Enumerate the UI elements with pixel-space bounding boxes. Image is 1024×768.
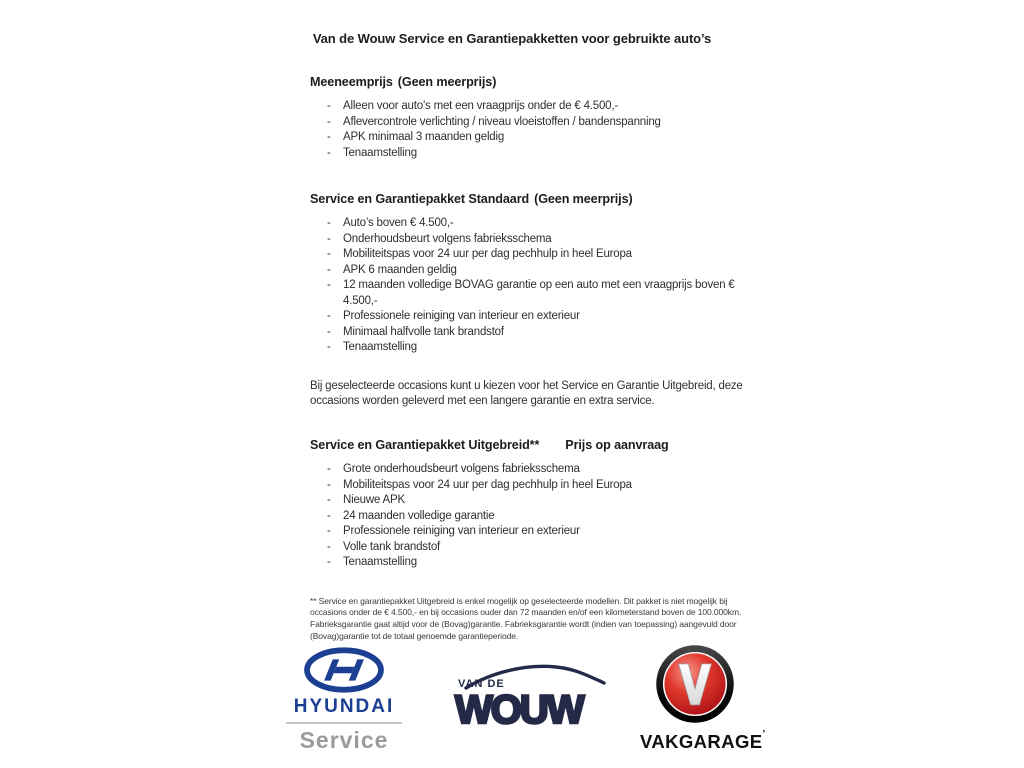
section-meeneemprijs [310,74,756,161]
list-item: - Minimaal halfvolle tank brandstof [310,325,756,341]
list-item: - Tenaamstelling [310,146,756,162]
vakgarage-label [640,729,766,753]
feature-list [310,99,756,161]
vakgarage-logo [640,644,766,753]
price-note: (Geen meerprijs) [534,192,633,206]
list-item: - Volle tank brandstof [310,540,756,556]
vakgarage-trademark-tick: ’ [762,729,766,740]
feature-list [310,462,756,571]
feature-list [310,216,756,356]
vakgarage-badge-icon [654,644,736,724]
van-de-wouw-icon [452,660,608,730]
vakgarage-label-text: VAKGARAGE [640,731,763,752]
list-item: - Mobiliteitspas voor 24 uur per dag pechhulp in heel Europa [310,478,756,494]
hyundai-brand-text: HYUNDAI [293,696,395,717]
hyundai-service-text: Service [299,727,389,753]
list-item: - Professionele reiniging van interieur en exterieur [310,524,756,540]
section-heading-text: Service en Garantiepakket Uitgebreid** [310,438,540,453]
list-item: - Alleen voor auto’s met een vraagprijs onder de € 4.500,- [310,99,756,115]
list-item: - Onderhoudsbeurt volgens fabrieksschema [310,232,756,248]
van-de-wouw-logo [452,660,608,735]
list-item: - Nieuwe APK [310,493,756,509]
list-item: - Grote onderhoudsbeurt volgens fabrieksschema [310,462,756,478]
section-heading-text: Service en Garantiepakket Standaard [310,192,530,206]
wouw-main-text: WOUW [455,688,583,730]
wouw-top-text: VAN DE [458,678,505,690]
section-heading [310,74,756,90]
list-item: - Tenaamstelling [310,340,756,356]
page-title: Van de Wouw Service en Garantiepakketten voor gebruikte auto’s [312,31,712,46]
hyundai-service-logo [286,647,402,754]
section-heading-text: Meeneemprijs [310,75,393,89]
document-body [310,74,756,643]
list-item: - Aflevercontrole verlichting / niveau vloeistoffen / bandenspanning [310,115,756,131]
list-item: - APK 6 maanden geldig [310,263,756,279]
section-heading [310,191,756,207]
section-heading [310,437,756,453]
list-item: - Mobiliteitspas voor 24 uur per dag pechhulp in heel Europa [310,247,756,263]
list-item: - APK minimaal 3 maanden geldig [310,130,756,146]
hyundai-divider [286,722,402,724]
list-item: - 24 maanden volledige garantie [310,509,756,525]
section-uitgebreid [310,437,756,571]
list-item: - Professionele reiniging van interieur en exterieur [310,309,756,325]
price-note: (Geen meerprijs) [397,75,497,89]
hyundai-oval-icon [302,647,386,693]
list-item: - Tenaamstelling [310,555,756,571]
section-standaard [310,191,756,356]
intro-paragraph: Bij geselecteerde occasions kunt u kiezen voor het Service en Garantie Uitgebreid, deze occasions worden geleverd met een langere garantie en extra service. [310,379,743,408]
list-item: - 12 maanden volledige BOVAG garantie op een auto met een vraagprijs boven € 4.500,- [310,278,756,309]
list-item: - Auto’s boven € 4.500,- [310,216,756,232]
footnote: ** Service en garantiepakket Uitgebreid is enkel mogelijk op geselecteerde modellen. Dit pakket is niet mogelijk bij occasions onder de € 4.500,- en bij occasions ouder dan 72 maanden en/of een kilometerstand boven de 100.000km. Fabrieksgarantie gaat altijd voor de (Bovag)garantie. Fabrieksgarantie wordt (indien van toepassing) aangevuld door (Bovag)garantie tot de totaal genoemde garantieperiode. [310,595,742,641]
price-note: Prijs op aanvraag [565,438,669,453]
